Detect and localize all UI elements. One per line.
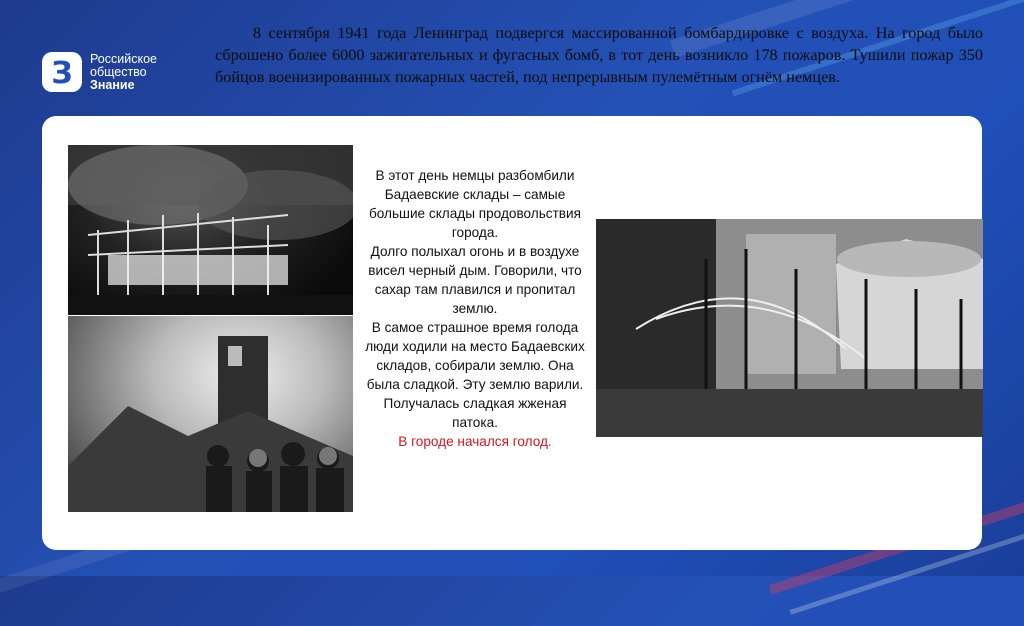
caption-paragraph: В самое страшное время голода люди ходили на место Бадаевских складов, собирали землю. Она была сладкой. Эту землю варили. Получалась сладкая жженая патока. [365,320,585,430]
caption-paragraph: В этот день немцы разбомбили Бадаевские склады – самые большие склады продовольствия города. [369,168,581,240]
caption-paragraph: Долго полыхал огонь и в воздухе висел черный дым. Говорили, что сахар там плавился и пропитал землю. [368,244,582,316]
logo-icon: З [42,52,82,92]
photo-ruins-people [68,316,353,512]
logo [42,52,157,92]
caption-text [363,166,587,451]
photo-burning-warehouse [68,145,353,315]
logo-text: Российское общество Знание [90,51,157,92]
caption-highlight: В городе начался голод. [398,434,552,449]
intro-text: 8 сентября 1941 года Ленинград подвергся массированной бомбардировке с воздуха. На город было сброшено более 6000 зажигательных и фугасных бомб, в тот день возникло 178 пожаров. Тушили пожар 350 бойцов военизированных пожарных частей, под непрерывным пулемётным огнём немцев. [215,24,983,86]
photo-firefighters-tanks [596,219,983,437]
